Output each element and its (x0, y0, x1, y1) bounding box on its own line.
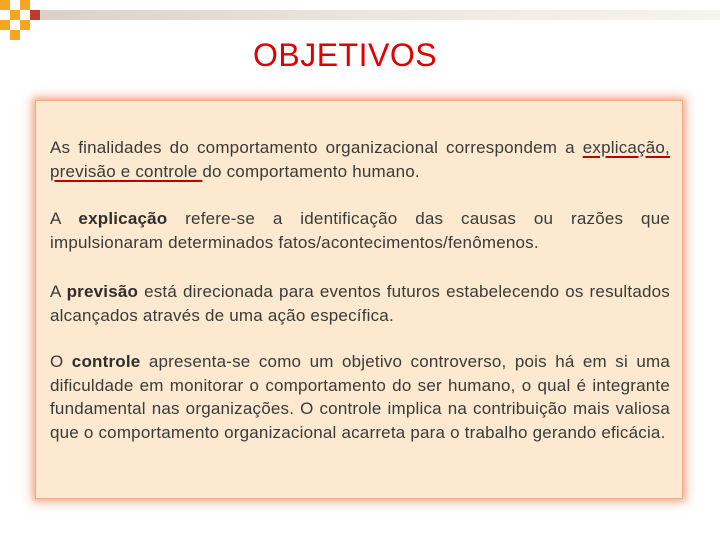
underlined-phrase: explicação, previsão e controle (50, 138, 670, 181)
paragraph-text: do comportamento humano. (202, 161, 420, 181)
decor-square (10, 10, 20, 20)
paragraph-text: refere-se a identificação das causas ou razões que impulsionaram determinados fatos/acontecimentos/fenômenos. (50, 209, 670, 252)
decor-square (30, 10, 40, 20)
decor-header-bar (40, 10, 720, 20)
paragraph-text: O (50, 352, 72, 371)
paragraph-explicacao (50, 207, 670, 254)
paragraph-text: A (50, 209, 79, 228)
paragraph-text: apresenta-se como um objetivo controverso, pois há em si uma dificuldade em monitorar o comportamento do ser humano, o qual é integrante fundamental nas organizações. O controle implica na contribuição mais valiosa que o comportamento organizacional acarreta para o trabalho gerando eficácia. (50, 352, 670, 442)
paragraph-controle (50, 350, 670, 444)
decor-square (0, 20, 10, 30)
paragraph-text: As finalidades do comportamento organizacional correspondem a (50, 138, 575, 157)
decor-square (20, 20, 30, 30)
paragraph-text: está direcionada para eventos futuros estabelecendo os resultados alcançados através de uma ação específica. (50, 282, 670, 325)
paragraph-text: A (50, 282, 67, 301)
term-explicacao: explicação (78, 209, 168, 228)
term-controle: controle (71, 352, 141, 371)
decor-square (20, 0, 30, 10)
slide-title: OBJETIVOS (252, 37, 438, 73)
term-previsao: previsão (66, 282, 139, 301)
decor-square (0, 0, 10, 10)
paragraph-finalidades (50, 136, 670, 183)
paragraph-previsao (50, 280, 670, 327)
